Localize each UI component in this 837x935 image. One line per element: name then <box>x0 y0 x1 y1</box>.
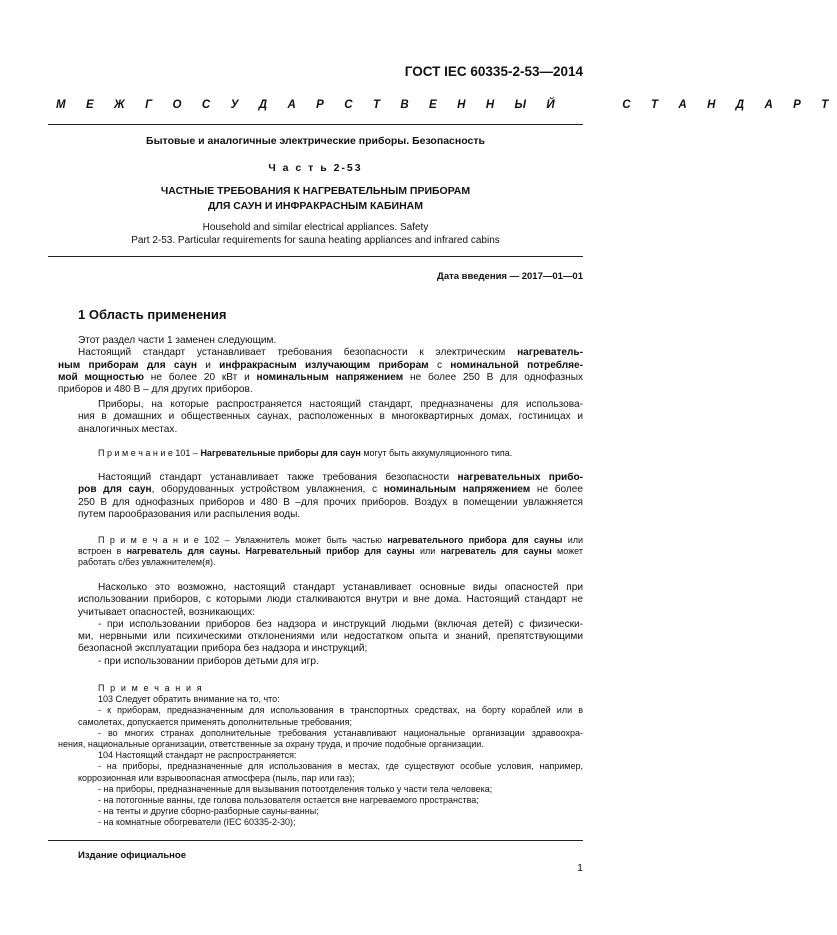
note-104: 104 Настоящий стандарт не распространяется: <box>98 750 297 761</box>
note-103: 103 Следует обратить внимание на то, что: <box>98 694 280 705</box>
english-title <box>48 221 583 247</box>
note-101 <box>98 448 583 459</box>
note-103-a: - к приборам, предназначенным для использования в транспортных средствах, на борту кораблей или в <box>98 705 583 716</box>
app-line-3: аналогичных местах. <box>78 423 178 435</box>
app-line-1: Приборы, на которые распространяется настоящий стандарт, предназначены для использова- <box>98 399 583 410</box>
haz-line-2: использовании приборов, с которыми люди сталкиваются внутри и вне дома. Настоящий стандарт не <box>78 594 583 606</box>
haz-line-4: - при использовании приборов без надзора и инструкций людьми (включая детей) с физически- <box>98 618 583 630</box>
note-103-b: самолетах, допускается применять дополнительные требования; <box>78 716 353 727</box>
haz-line-6: безопасной эксплуатации прибора без надзора и инструкций; <box>78 643 368 655</box>
haz-line-3: учитывает опасностей, возникающих: <box>78 606 255 618</box>
paragraph-humidifier <box>78 472 583 521</box>
note-101-bold: Нагревательные приборы для саун <box>200 448 361 458</box>
scope-line-5: приборов и 480 В – для других приборов. <box>58 384 253 396</box>
specific-title-line-1: ЧАСТНЫЕ ТРЕБОВАНИЯ К НАГРЕВАТЕЛЬНЫМ ПРИБОРАМ <box>160 185 471 197</box>
scope-line-3: ным приборам для саун и инфракрасным излучающим приборам с номинальной потребляе- <box>58 359 584 371</box>
note-101-label: П р и м е ч а н и е 101 – <box>98 448 198 458</box>
haz-line-1: Насколько это возможно, настоящий стандарт устанавливает основные виды опасностей при <box>98 582 583 593</box>
edition-label: Издание официальное <box>78 850 186 861</box>
haz-line-5: ми, нервными или психическими отклонениями или недостатком опыта и знаний, препятствующими <box>78 631 583 643</box>
english-title-line-1: Household and similar electrical appliances. Safety <box>202 222 429 233</box>
footer-rule <box>48 840 583 841</box>
note-101-rest: могут быть аккумуляционного типа. <box>360 448 513 458</box>
scope-line-4: мой мощностью не более 20 кВт и номинальным напряжением не более 250 В для однофазных <box>58 371 583 383</box>
note-102-line-3: работать с/без увлажнителем(я). <box>78 557 216 568</box>
notes-label: П р и м е ч а н и я <box>98 683 204 693</box>
note-102 <box>78 535 583 569</box>
title-bottom-rule <box>48 256 583 257</box>
english-title-line-2: Part 2-53. Particular requirements for sauna heating appliances and infrared cabins <box>131 235 500 246</box>
scope-line-1: Этот раздел части 1 заменен следующим. <box>78 335 277 346</box>
hum-line-2: ров для саун, оборудованных устройством увлажнения, с номинальным напряжением не более <box>78 484 583 496</box>
note-104-a: - на приборы, предназначенные для использования в местах, где существуют особые условия, например, <box>98 761 583 772</box>
page-number: 1 <box>577 862 583 874</box>
note-104-b: коррозионная или взрывоопасная атмосфера (пыль, пар или газ); <box>78 772 355 783</box>
standard-type-heading: М Е Ж Г О С У Д А Р С Т В Е Н Н Ы Й С Т А Н Д А Р Т <box>56 99 837 111</box>
scope-line-2: Настоящий стандарт устанавливает требования безопасности к электрическим нагреватель- <box>78 347 583 359</box>
general-title: Бытовые и аналогичные электрические приборы. Безопасность <box>146 135 485 147</box>
note-104-f: - на комнатные обогреватели (IEC 60335-2-30); <box>98 817 296 828</box>
title-top-rule <box>48 124 583 125</box>
hum-line-1: Настоящий стандарт устанавливает также требования безопасности нагревательных прибо- <box>98 472 584 483</box>
part-title: Ч а с т ь 2-53 <box>268 162 363 174</box>
note-104-e: - на тенты и другие сборно-разборные сауны-ванны; <box>98 806 319 817</box>
note-102-line-2: встроен в нагреватель для сауны. Нагревательный прибор для сауны или нагреватель для сауны может <box>78 546 583 557</box>
note-104-d: - на потогонные ванны, где голова пользователя остается вне нагреваемого пространства; <box>98 795 479 806</box>
specific-title-line-2: ДЛЯ САУН И ИНФРАКРАСНЫМ КАБИНАМ <box>208 200 423 212</box>
effective-date: Дата введения — 2017—01—01 <box>437 271 583 282</box>
specific-title <box>48 184 583 214</box>
notes-block <box>58 683 583 829</box>
app-line-2: ния в домашних и общественных саунах, расположенных в многоквартирных домах, гостиницах и <box>78 411 583 423</box>
hum-line-3: 250 В для однофазных приборов и 480 В –для прочих приборов. Воздух в помещении увлажняется <box>78 496 583 508</box>
note-104-c: - на приборы, предназначенные для вызывания потоотделения только у части тела человека; <box>98 783 493 794</box>
gost-code: ГОСТ IEC 60335-2-53—2014 <box>404 64 583 79</box>
note-103-d: нения, национальные организации, ответственные за охрану труда, и прочие подобные организации. <box>58 739 484 750</box>
note-103-c: - во многих странах дополнительные требования устанавливают национальные организации здравоохра- <box>98 727 583 738</box>
paragraph-scope <box>58 335 584 396</box>
section-title: 1 Область применения <box>78 307 227 322</box>
hum-line-4: путем парообразования или распыления воды. <box>78 508 301 520</box>
note-102-line-1: П р и м е ч а н и е 102 – Увлажнитель может быть частью нагревательного прибора для сауны или <box>98 535 583 545</box>
haz-line-7: - при использовании приборов детьми для игр. <box>98 655 319 667</box>
paragraph-hazards <box>78 582 583 668</box>
paragraph-application <box>78 399 583 436</box>
